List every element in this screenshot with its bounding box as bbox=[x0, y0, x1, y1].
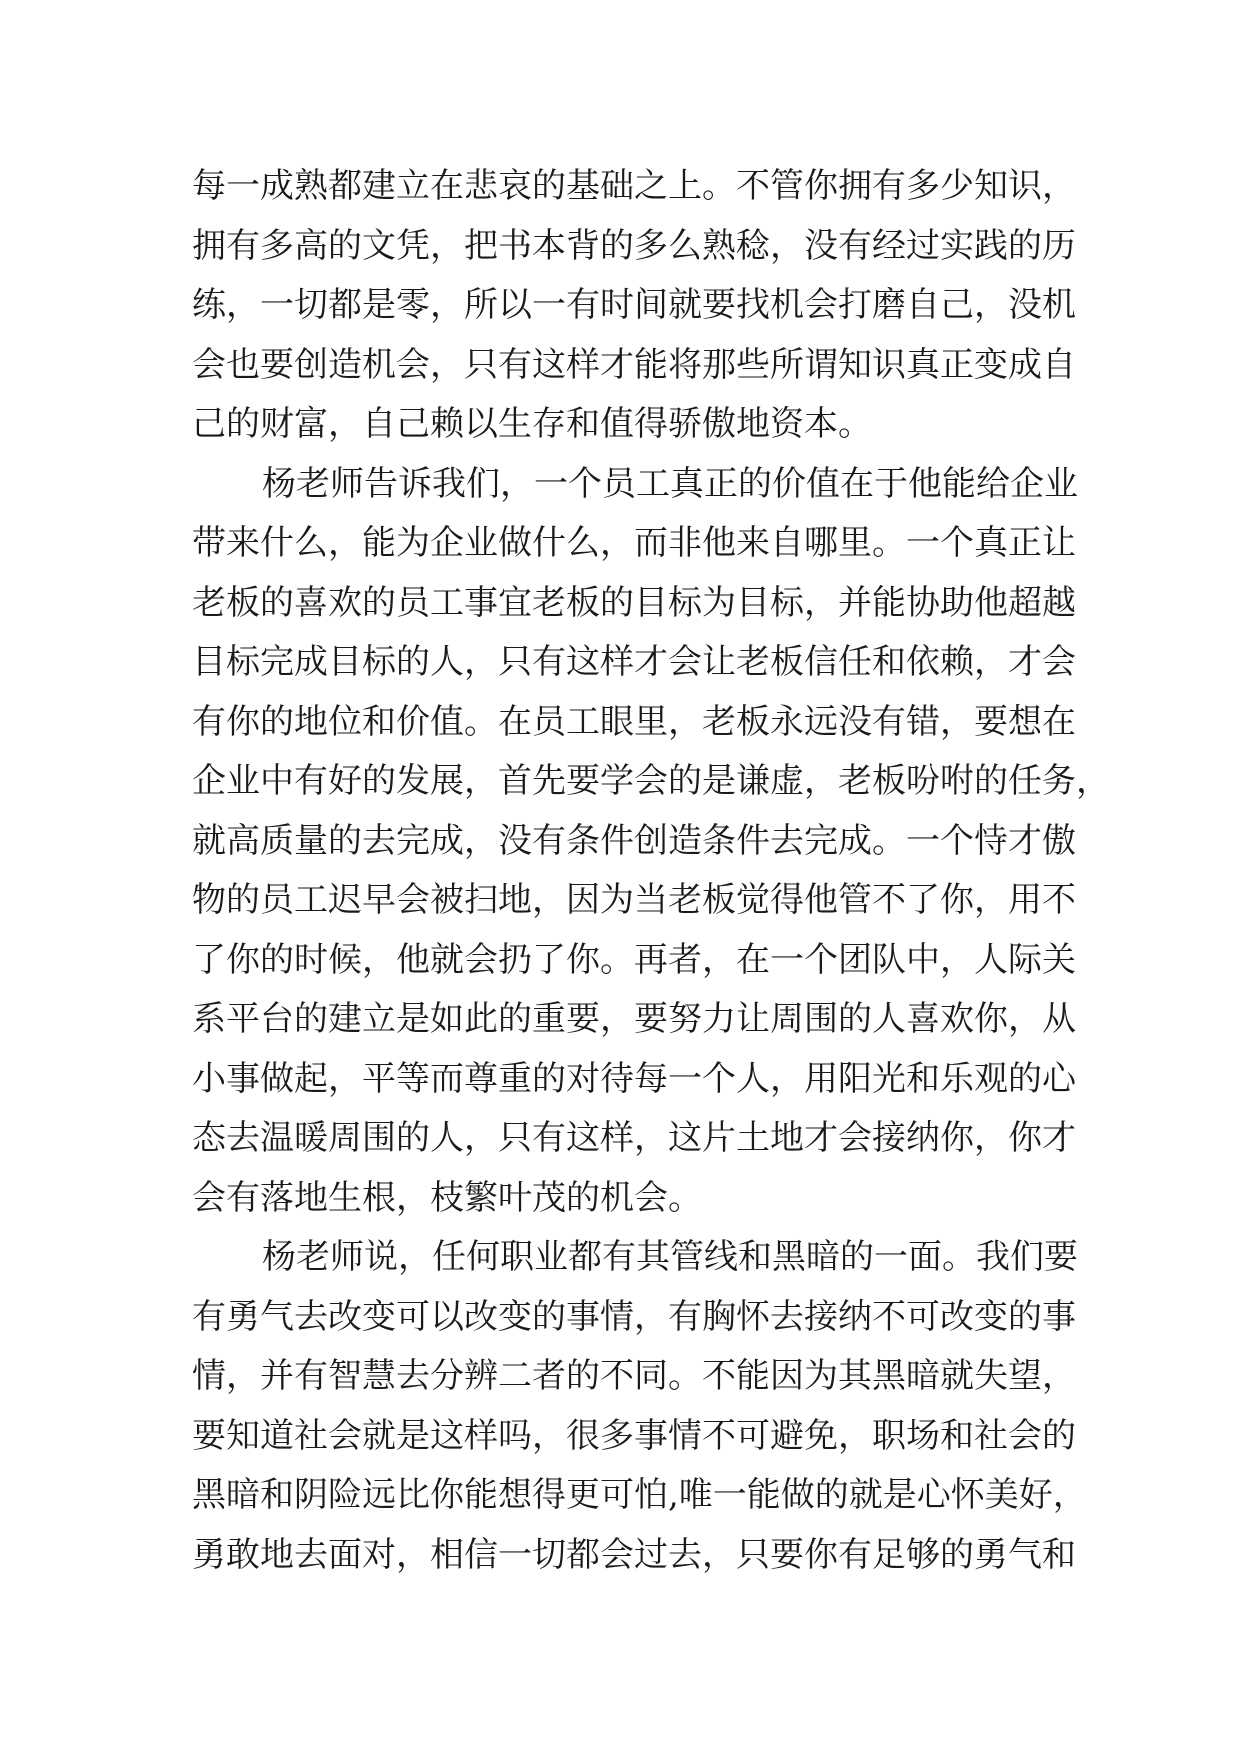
text-line: 情，并有智慧去分辨二者的不同。不能因为其黑暗就失望， bbox=[192, 1356, 1076, 1396]
paragraph-3 bbox=[192, 1228, 1087, 1585]
paragraph-1 bbox=[192, 157, 1076, 455]
text-line: 拥有多高的文凭，把书本背的多么熟稔，没有经过实践的历 bbox=[192, 225, 1076, 266]
text-line: 己的财富，自己赖以生存和值得骄傲地资本。 bbox=[192, 404, 872, 444]
text-line: 就高质量的去完成，没有条件创造条件去完成。一个恃才傲 bbox=[192, 820, 1076, 861]
text-line: 黑暗和阴险远比你能想得更可怕,唯一能做的就是心怀美好， bbox=[192, 1475, 1087, 1515]
text-line: 会有落地生根，枝繁叶茂的机会。 bbox=[192, 1177, 702, 1218]
text-line: 企业中有好的发展，首先要学会的是谦虚，老板吩咐的任务， bbox=[192, 761, 1110, 801]
text-line: 要知道社会就是这样吗，很多事情不可避免，职场和社会的 bbox=[192, 1415, 1076, 1456]
text-line: 系平台的建立是如此的重要，要努力让周围的人喜欢你，从 bbox=[192, 999, 1076, 1039]
text-line: 杨老师告诉我们，一个员工真正的价值在于他能给企业 bbox=[262, 463, 1078, 504]
body-text bbox=[192, 157, 1110, 1585]
text-line: 有你的地位和价值。在员工眼里，老板永远没有错，要想在 bbox=[192, 701, 1076, 742]
text-line: 小事做起，平等而尊重的对待每一个人，用阳光和乐观的心 bbox=[192, 1058, 1076, 1099]
text-line: 勇敢地去面对，相信一切都会过去，只要你有足够的勇气和 bbox=[192, 1534, 1076, 1575]
text-line: 每一成熟都建立在悲哀的基础之上。不管你拥有多少知识， bbox=[192, 166, 1076, 206]
paragraph-2 bbox=[192, 455, 1110, 1229]
text-line: 会也要创造机会，只有这样才能将那些所谓知识真正变成自 bbox=[192, 344, 1076, 385]
text-line: 带来什么，能为企业做什么，而非他来自哪里。一个真正让 bbox=[192, 523, 1076, 563]
text-line: 目标完成目标的人，只有这样才会让老板信任和依赖，才会 bbox=[192, 642, 1076, 682]
text-line: 态去温暖周围的人，只有这样，这片土地才会接纳你，你才 bbox=[192, 1118, 1076, 1158]
text-line: 物的员工迟早会被扫地，因为当老板觉得他管不了你，用不 bbox=[192, 880, 1076, 920]
text-line: 老板的喜欢的员工事宜老板的目标为目标，并能协助他超越 bbox=[192, 582, 1076, 623]
text-line: 有勇气去改变可以改变的事情，有胸怀去接纳不可改变的事 bbox=[192, 1296, 1076, 1337]
text-line: 杨老师说，任何职业都有其管线和黑暗的一面。我们要 bbox=[262, 1237, 1078, 1277]
text-line: 了你的时候，他就会扔了你。再者，在一个团队中，人际关 bbox=[192, 939, 1076, 980]
text-line: 练，一切都是零，所以一有时间就要找机会打磨自己，没机 bbox=[192, 285, 1076, 325]
